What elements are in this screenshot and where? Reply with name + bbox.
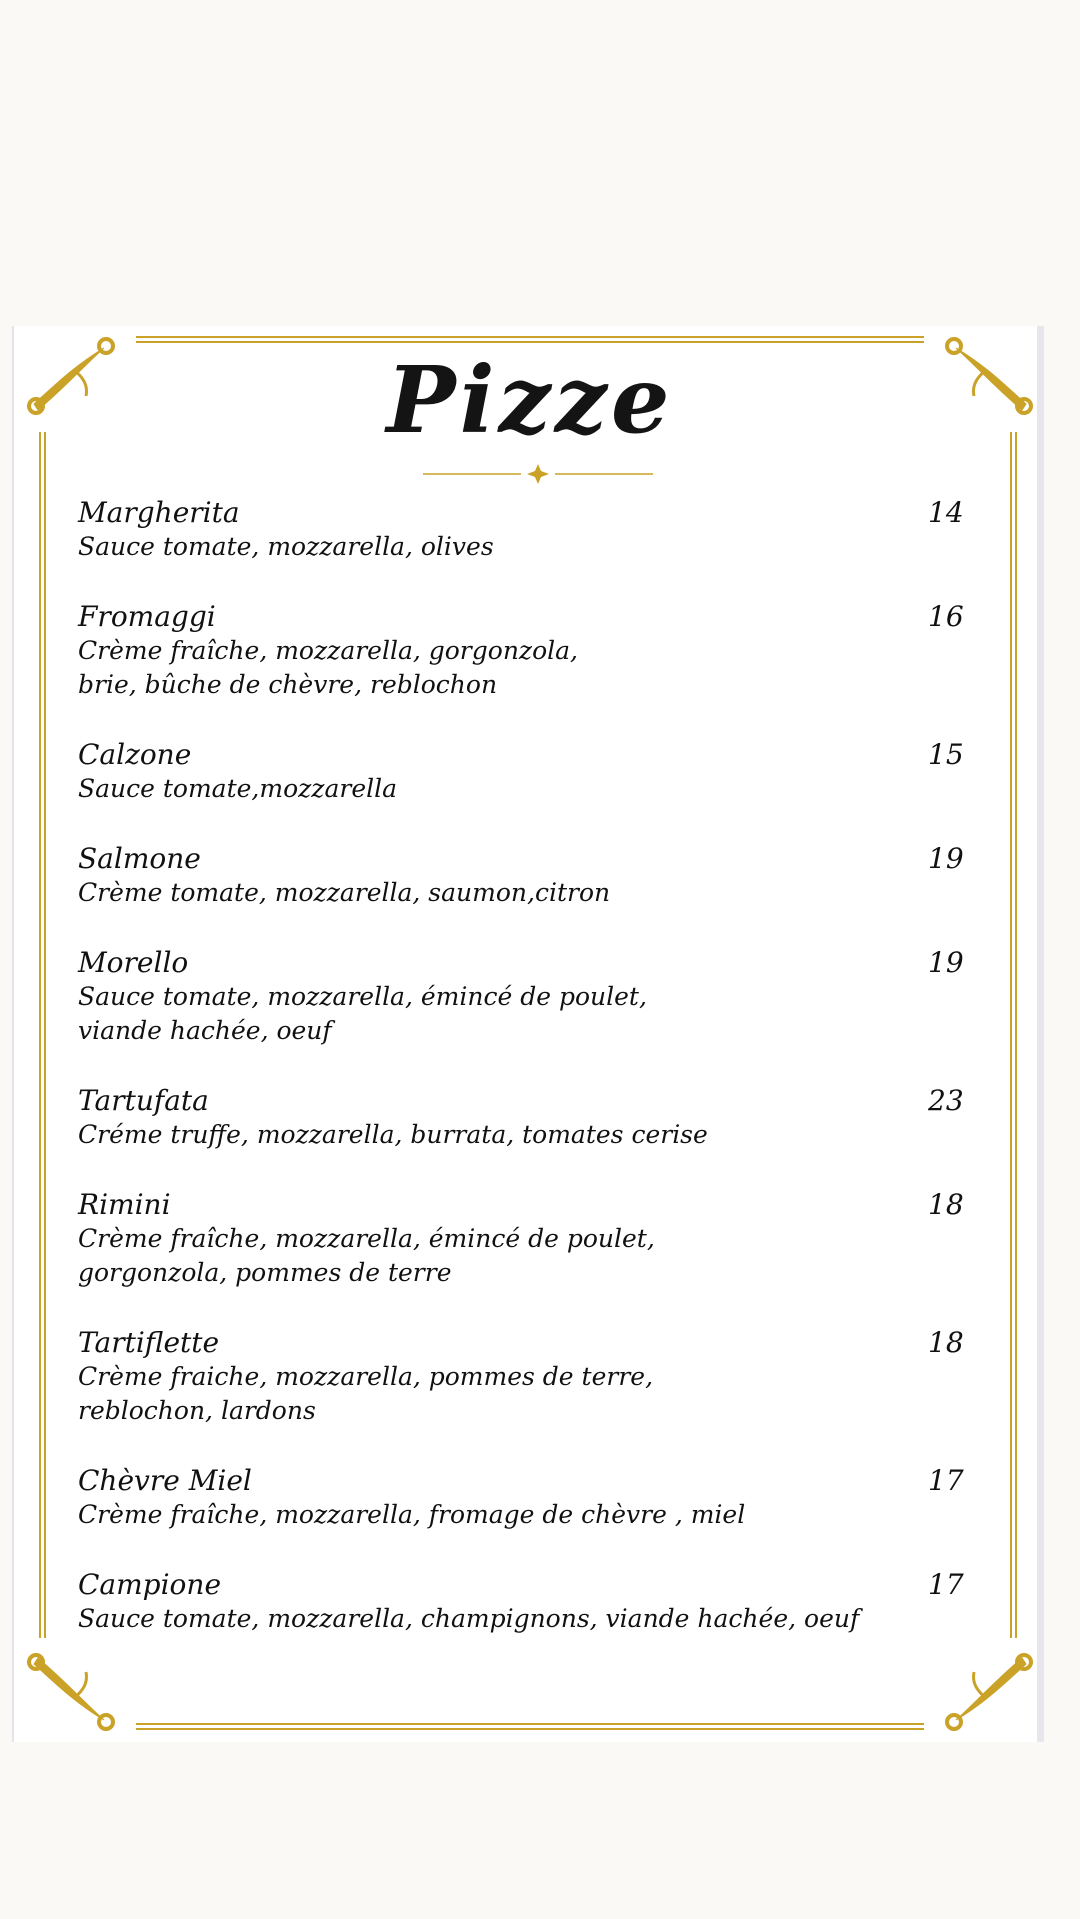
menu-item-name: Morello bbox=[78, 946, 189, 979]
menu-item-price: 23 bbox=[928, 1084, 964, 1117]
menu-item-description: viande hachée, oeuf bbox=[78, 1016, 332, 1045]
menu-item-header bbox=[78, 1188, 988, 1222]
menu-item bbox=[78, 600, 988, 702]
menu-item-description: Sauce tomate,mozzarella bbox=[78, 774, 398, 803]
menu-item-description: Sauce tomate, mozzarella, émincé de poulet, bbox=[78, 982, 647, 1011]
menu-item-name: Fromaggi bbox=[78, 600, 216, 633]
menu-item-name: Calzone bbox=[78, 738, 192, 771]
menu-item-name: Campione bbox=[78, 1568, 222, 1601]
menu-item-description: Sauce tomate, mozzarella, champignons, viande hachée, oeuf bbox=[78, 1604, 860, 1633]
menu-item-header bbox=[78, 738, 988, 772]
menu-item bbox=[78, 1326, 988, 1428]
menu-item bbox=[78, 1464, 988, 1532]
menu-item-description: brie, bûche de chèvre, reblochon bbox=[78, 670, 498, 699]
menu-item-header bbox=[78, 496, 988, 530]
title-divider-star-icon bbox=[423, 462, 653, 486]
menu-item-price: 15 bbox=[928, 738, 964, 771]
menu-list bbox=[78, 496, 988, 1672]
menu-item-description: Sauce tomate, mozzarella, olives bbox=[78, 532, 494, 561]
menu-item bbox=[78, 738, 988, 806]
menu-item-description: Crème tomate, mozzarella, saumon,citron bbox=[78, 878, 611, 907]
menu-item-header bbox=[78, 1084, 988, 1118]
menu-item-price: 16 bbox=[928, 600, 964, 633]
menu-item bbox=[78, 1188, 988, 1290]
menu-item bbox=[78, 496, 988, 564]
menu-item-name: Chèvre Miel bbox=[78, 1464, 252, 1497]
menu-item-description: Crème fraiche, mozzarella, pommes de terre, bbox=[78, 1362, 654, 1391]
menu-item-price: 17 bbox=[928, 1464, 964, 1497]
menu-item-name: Tartiflette bbox=[78, 1326, 220, 1359]
menu-item bbox=[78, 946, 988, 1048]
menu-item-price: 14 bbox=[928, 496, 964, 529]
menu-item-name: Rimini bbox=[78, 1188, 171, 1221]
menu-item bbox=[78, 1084, 988, 1152]
menu-card bbox=[12, 326, 1044, 1742]
menu-title: Pizze bbox=[386, 346, 674, 454]
menu-item-description: Crème fraîche, mozzarella, fromage de chèvre , miel bbox=[78, 1500, 746, 1529]
menu-item-header bbox=[78, 1464, 988, 1498]
menu-item-header bbox=[78, 600, 988, 634]
menu-item-header bbox=[78, 1568, 988, 1602]
menu-item-header bbox=[78, 946, 988, 980]
menu-item-description: gorgonzola, pommes de terre bbox=[78, 1258, 452, 1287]
menu-item-name: Margherita bbox=[78, 496, 240, 529]
menu-item-name: Salmone bbox=[78, 842, 201, 875]
menu-item-price: 19 bbox=[928, 842, 964, 875]
menu-item-description: Crème fraîche, mozzarella, émincé de poulet, bbox=[78, 1224, 655, 1253]
menu-item-header bbox=[78, 1326, 988, 1360]
menu-item-description: Crème fraîche, mozzarella, gorgonzola, bbox=[78, 636, 578, 665]
menu-item-header bbox=[78, 842, 988, 876]
menu-item bbox=[78, 1568, 988, 1636]
menu-item-description: reblochon, lardons bbox=[78, 1396, 316, 1425]
menu-item bbox=[78, 842, 988, 910]
menu-item-name: Tartufata bbox=[78, 1084, 209, 1117]
menu-item-price: 18 bbox=[928, 1326, 964, 1359]
menu-item-price: 19 bbox=[928, 946, 964, 979]
menu-item-price: 18 bbox=[928, 1188, 964, 1221]
menu-item-price: 17 bbox=[928, 1568, 964, 1601]
menu-item-description: Créme truffe, mozzarella, burrata, tomates cerise bbox=[78, 1120, 708, 1149]
